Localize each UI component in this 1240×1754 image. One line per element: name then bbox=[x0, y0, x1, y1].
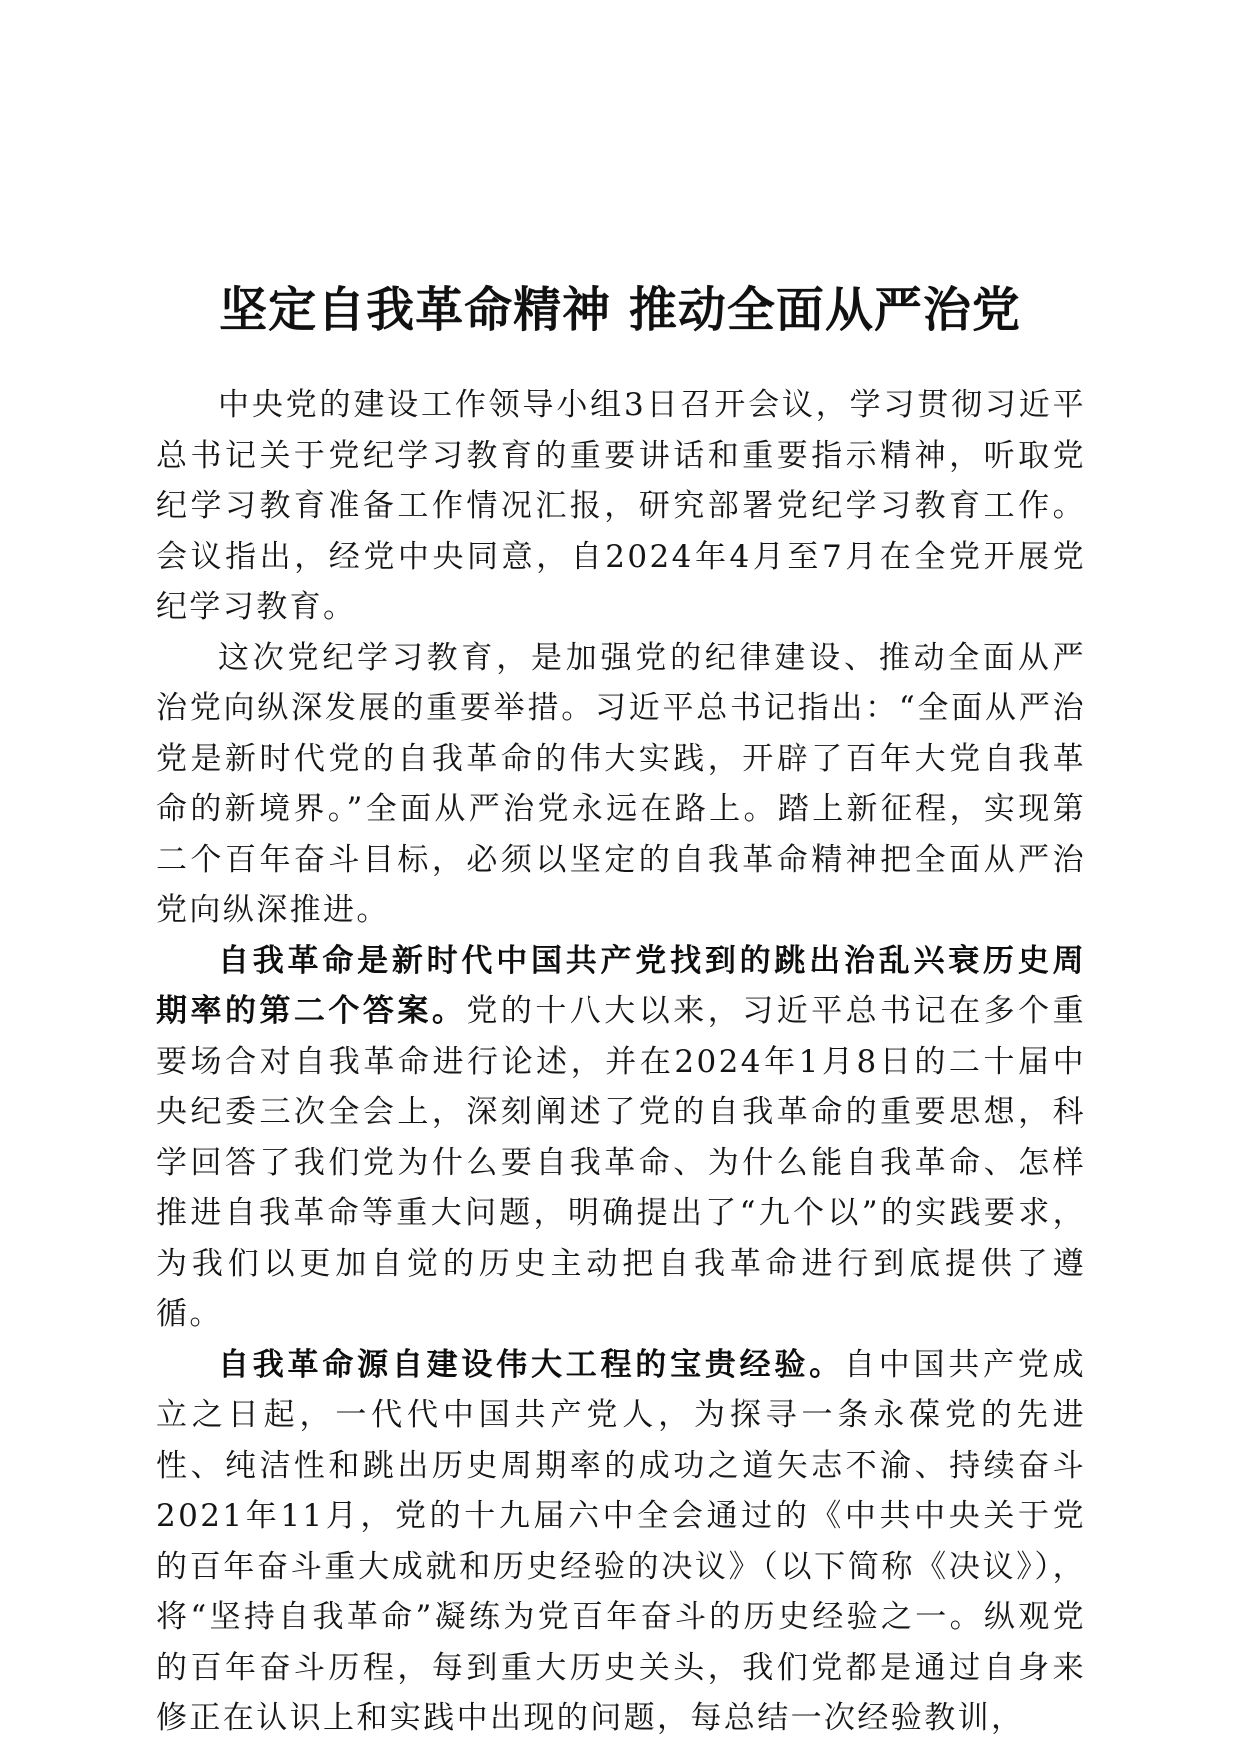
document-title: 坚定自我革命精神 推动全面从严治党 bbox=[219, 282, 1021, 339]
paragraph-text: 中央党的建设工作领导小组3日召开会议，学习贯彻习近平总书记关于党纪学习教育的重要讲话和重要指示精神，听取党纪学习教育准备工作情况汇报，研究部署党纪学习教育工作。会议指出，经党中央同意，自2024年4月至7月在全党开展党纪学习教育。 bbox=[156, 387, 1086, 625]
document-body bbox=[156, 380, 1086, 1744]
paragraph-lead: 自我革命是新时代中国共产党找到的跳出治乱兴衰历史周期率的第二个答案。 bbox=[156, 942, 1086, 1029]
paragraph-text: 党的十八大以来，习近平总书记在多个重要场合对自我革命进行论述，并在2024年1月8日的二十届中央纪委三次全会上，深刻阐述了党的自我革命的重要思想，科学回答了我们党为什么要自我革命、为什么能自我革命、怎样推进自我革命等重大问题，明确提出了“九个以”的实践要求，为我们以更加自觉的历史主动把自我革命进行到底提供了遵循。 bbox=[156, 993, 1086, 1332]
paragraph-2 bbox=[156, 633, 1086, 936]
paragraph-text: 这次党纪学习教育，是加强党的纪律建设、推动全面从严治党向纵深发展的重要举措。习近平总书记指出：“全面从严治党是新时代党的自我革命的伟大实践，开辟了百年大党自我革命的新境界。”全面从严治党永远在路上。踏上新征程，实现第二个百年奋斗目标，必须以坚定的自我革命精神把全面从严治党向纵深推进。 bbox=[156, 639, 1086, 928]
paragraph-1 bbox=[156, 380, 1086, 633]
paragraph-text: 自中国共产党成立之日起，一代代中国共产党人，为探寻一条永葆党的先进性、纯洁性和跳出历史周期率的成功之道矢志不渝、持续奋斗2021年11月，党的十九届六中全会通过的《中共中央关于党的百年奋斗重大成就和历史经验的决议》（以下简称《决议》），将“坚持自我革命”凝练为党百年奋斗的历史经验之一。纵观党的百年奋斗历程，每到重大历史关头，我们党都是通过自身来修正在认识上和实践中出现的问题，每总结一次经验教训， bbox=[156, 1346, 1086, 1736]
paragraph-4 bbox=[156, 1340, 1086, 1744]
paragraph-lead: 自我革命源自建设伟大工程的宝贵经验。 bbox=[218, 1346, 844, 1383]
paragraph-3 bbox=[156, 936, 1086, 1340]
